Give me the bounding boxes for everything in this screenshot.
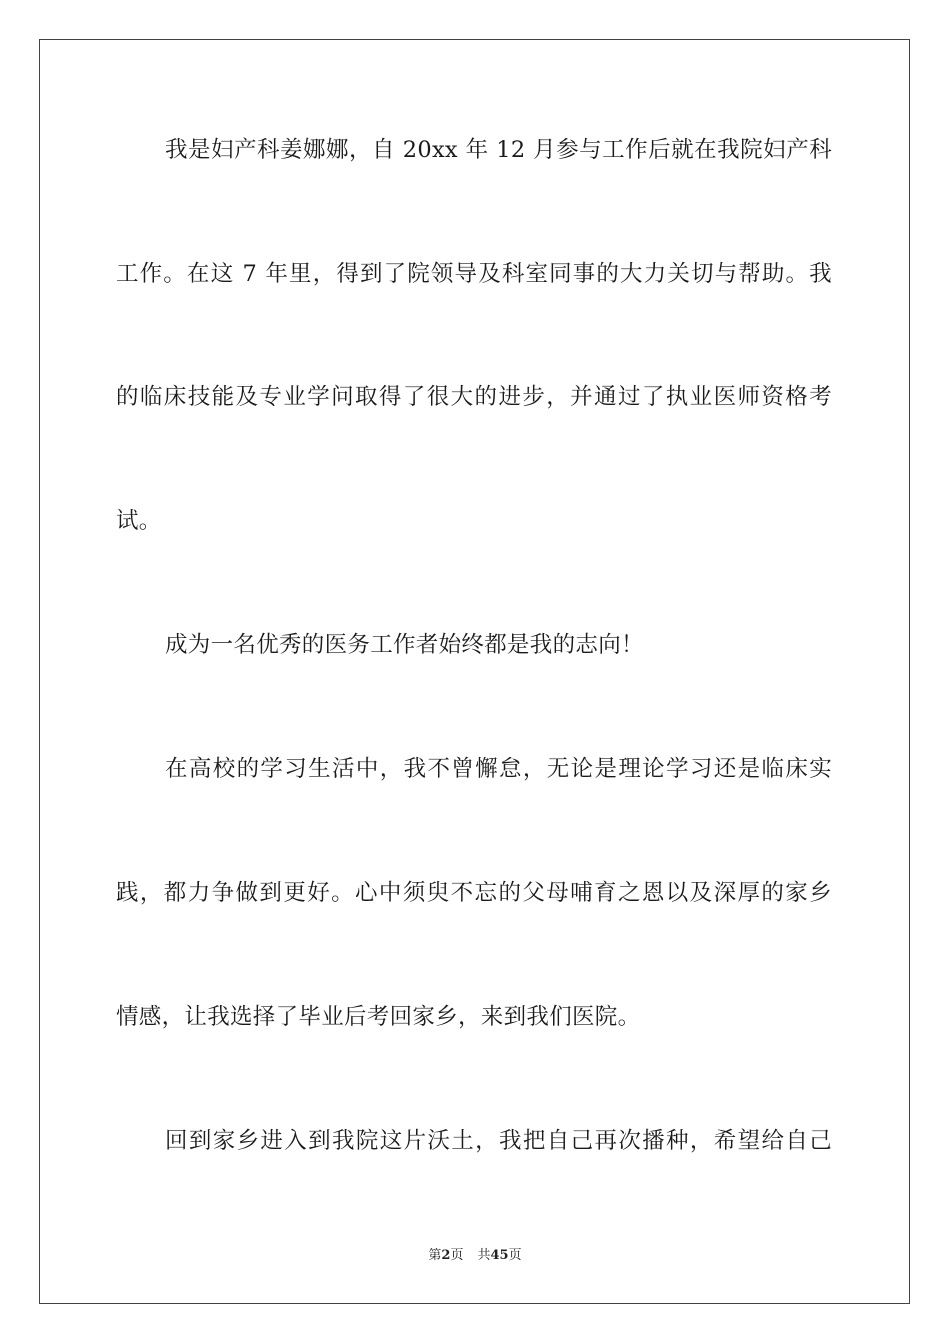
total-suffix: 页 <box>508 1248 522 1263</box>
page-footer <box>0 1247 950 1265</box>
page-border <box>39 39 910 1304</box>
paragraph-3-line-3: 情感，让我选择了毕业后考回家乡，来到我们医院。 <box>116 1004 641 1030</box>
paragraph-1-line-3: 的临床技能及专业学问取得了很大的进步，并通过了执业医师资格考 <box>116 384 832 410</box>
page-number: 2 <box>441 1248 451 1263</box>
paragraph-4-line-1: 回到家乡进入到我院这片沃土，我把自己再次播种，希望给自己 <box>165 1128 832 1154</box>
paragraph-1-line-1: 我是妇产科姜娜娜，自 20xx 年 12 月参与工作后就在我院妇产科 <box>165 137 832 163</box>
paragraph-2-line-1: 成为一名优秀的医务工作者始终都是我的志向！ <box>165 632 644 658</box>
page-suffix: 页 <box>450 1248 464 1263</box>
paragraph-3-line-2: 践，都力争做到更好。心中须臾不忘的父母哺育之恩以及深厚的家乡 <box>116 880 832 906</box>
total-pages: 45 <box>490 1248 509 1263</box>
paragraph-1-line-4: 试。 <box>116 508 162 534</box>
total-prefix: 共 <box>477 1248 491 1263</box>
paragraph-3-line-1: 在高校的学习生活中，我不曾懈怠，无论是理论学习还是临床实 <box>165 756 832 782</box>
paragraph-1-line-2: 工作。在这 7 年里，得到了院领导及科室同事的大力关切与帮助。我 <box>116 261 832 287</box>
page-prefix: 第 <box>428 1248 442 1263</box>
